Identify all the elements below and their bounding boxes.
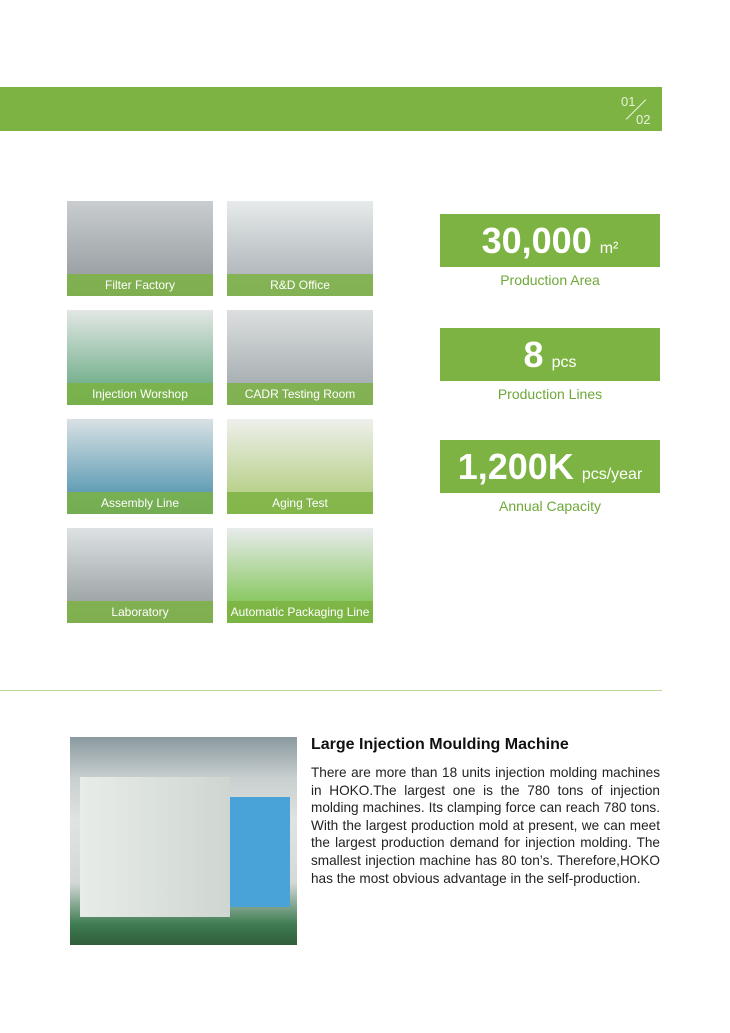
stat-caption: Annual Capacity <box>499 498 601 514</box>
machine-blue-unit <box>230 797 290 907</box>
photo-label: Injection Worshop <box>67 383 213 405</box>
photo-card <box>67 310 213 405</box>
stat-box <box>440 440 660 493</box>
stat-box <box>440 214 660 267</box>
photo-label: Laboratory <box>67 601 213 623</box>
stat-value: 1,200K <box>457 446 574 487</box>
photo-label: Filter Factory <box>67 274 213 296</box>
photo-card <box>67 528 213 623</box>
photo-label: Aging Test <box>227 492 373 514</box>
stat-value: 30,000 <box>481 220 592 261</box>
photo-label: CADR Testing Room <box>227 383 373 405</box>
stat-unit: pcs/year <box>581 466 643 483</box>
header-bar <box>0 87 662 131</box>
stat-unit: m² <box>599 240 619 257</box>
photo-card <box>227 310 373 405</box>
photo-label: Automatic Packaging Line <box>227 601 373 623</box>
stat-caption: Production Lines <box>497 386 603 402</box>
machine-body <box>80 777 230 917</box>
page-total: 02 <box>636 112 651 127</box>
photo-label: R&D Office <box>227 274 373 296</box>
stat-caption: Production Area <box>500 272 600 288</box>
photo-card <box>227 201 373 296</box>
photo-card <box>227 419 373 514</box>
section-divider <box>0 690 662 691</box>
photo-card <box>67 419 213 514</box>
stat-box <box>440 328 660 381</box>
photo-label: Assembly Line <box>67 492 213 514</box>
stat-value: 8 <box>523 334 544 375</box>
photo-card <box>67 201 213 296</box>
section-body: There are more than 18 units injection molding machines in HOKO.The largest one is the 780 tons of injection molding machines. Its clamping force can reach 780 tons. With the largest production mold at present, we can meet the largest production demand for injection molding. The smallest injection machine has 80 ton’s. Therefore,HOKO has the most obvious advantage in the self-production. <box>311 765 660 886</box>
photo-card <box>227 528 373 623</box>
page-current: 01 <box>621 94 636 109</box>
stat-unit: pcs <box>551 354 577 371</box>
section-title: Large Injection Moulding Machine <box>311 736 569 753</box>
injection-machine-photo <box>70 737 297 945</box>
